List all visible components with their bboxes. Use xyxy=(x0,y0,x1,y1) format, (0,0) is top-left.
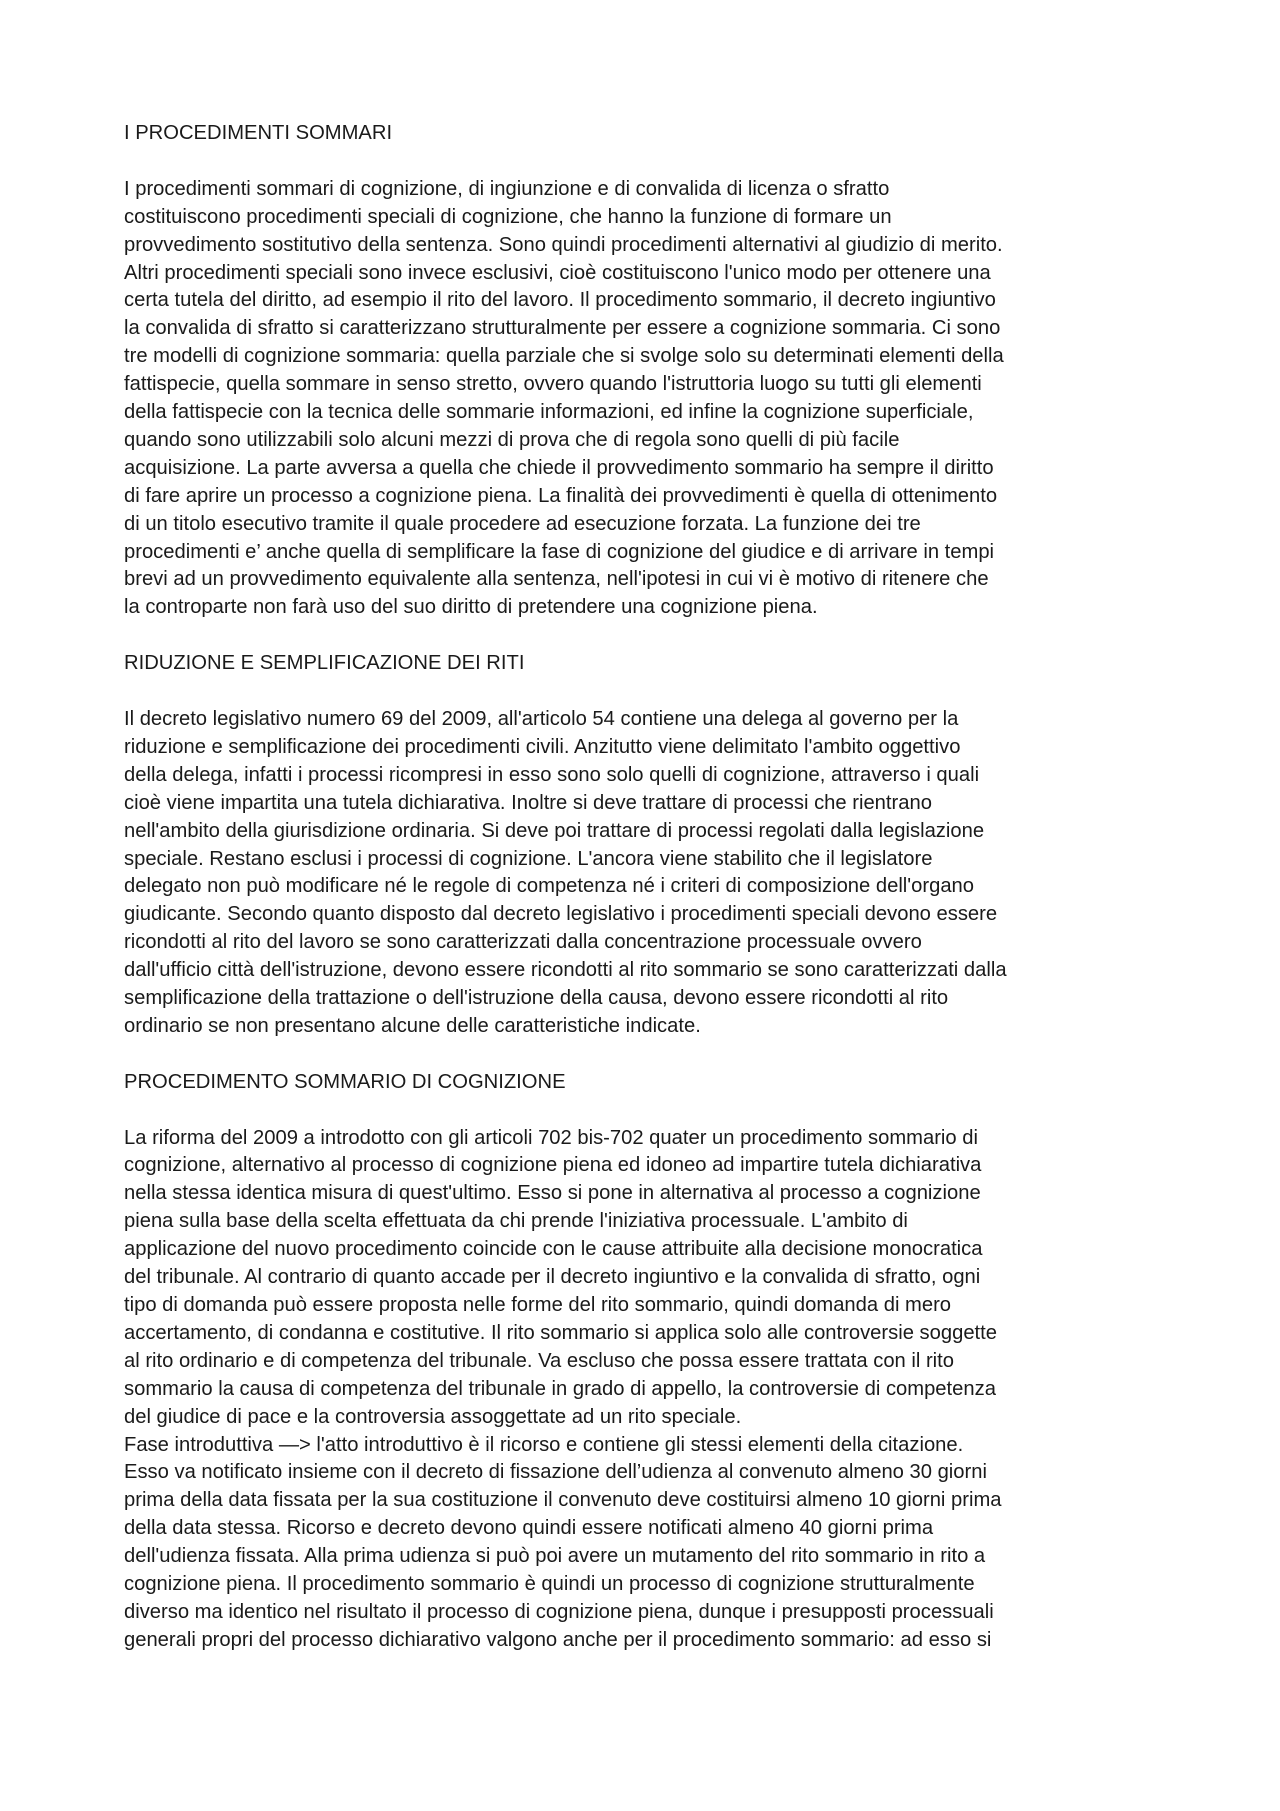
text-line: semplificazione della trattazione o dell'istruzione della causa, devono essere ricondotti al rito xyxy=(124,987,949,1010)
text-line: del giudice di pace e la controversia assoggettate ad un rito speciale. xyxy=(124,1405,742,1428)
text-line: della data stessa. Ricorso e decreto devono quindi essere notificati almeno 40 giorni prima xyxy=(124,1517,934,1540)
text-line: certa tutela del diritto, ad esempio il rito del lavoro. Il procedimento sommario, il decreto ingiuntivo xyxy=(124,289,996,312)
text-line: costituiscono procedimenti speciali di cognizione, che hanno la funzione di formare un xyxy=(124,205,892,228)
text-line: applicazione del nuovo procedimento coincide con le cause attribuite alla decisione monocratica xyxy=(124,1238,983,1261)
text-line: Altri procedimenti speciali sono invece esclusivi, cioè costituiscono l'unico modo per ottenere una xyxy=(124,261,991,284)
text-line: giudicante. Secondo quanto disposto dal decreto legislativo i procedimenti speciali devono essere xyxy=(124,903,998,926)
text-line: prima della data fissata per la sua costituzione il convenuto deve costituirsi almeno 10 giorni prima xyxy=(124,1489,1002,1512)
text-line: La riforma del 2009 a introdotto con gli articoli 702 bis-702 quater un procedimento sommario di xyxy=(124,1126,978,1149)
text-line: diverso ma identico nel risultato il processo di cognizione piena, dunque i presupposti processuali xyxy=(124,1600,994,1623)
spacer xyxy=(124,678,1169,706)
text-line: quando sono utilizzabili solo alcuni mezzi di prova che di regola sono quelli di più facile xyxy=(124,428,900,451)
text-line: la controparte non farà uso del suo diritto di pretendere una cognizione piena. xyxy=(124,596,818,619)
text-line: procedimenti e’ anche quella di semplificare la fase di cognizione del giudice e di arrivare in tempi xyxy=(124,540,995,563)
text-line: del tribunale. Al contrario di quanto accade per il decreto ingiuntivo e la convalida di sfratto, ogni xyxy=(124,1266,981,1289)
text-line: dall'ufficio città dell'istruzione, devono essere ricondotti al rito sommario se sono caratterizzati dalla xyxy=(124,959,1007,982)
text-line: riduzione e semplificazione dei procedimenti civili. Anzitutto viene delimitato l'ambito oggettivo xyxy=(124,735,961,758)
document-page xyxy=(124,120,1169,1655)
text-line: nell'ambito della giurisdizione ordinaria. Si deve poi trattare di processi regolati dalla legislazione xyxy=(124,819,985,842)
text-line: al rito ordinario e di competenza del tribunale. Va escluso che possa essere trattata con il rito xyxy=(124,1349,955,1372)
text-line: ordinario se non presentano alcune delle caratteristiche indicate. xyxy=(124,1014,701,1037)
text-line: acquisizione. La parte avversa a quella che chiede il provvedimento sommario ha sempre il diritto xyxy=(124,456,994,479)
text-line: tre modelli di cognizione sommaria: quella parziale che si svolge solo su determinati elementi della xyxy=(124,345,1004,368)
text-line: dell'udienza fissata. Alla prima udienza si può poi avere un mutamento del rito sommario in rito a xyxy=(124,1545,986,1568)
text-line: di un titolo esecutivo tramite il quale procedere ad esecuzione forzata. La funzione dei tre xyxy=(124,512,921,535)
text-line: della delega, infatti i processi ricompresi in esso sono solo quelli di cognizione, attraverso i quali xyxy=(124,763,980,786)
section-heading-riduzione-riti: RIDUZIONE E SEMPLIFICAZIONE DEI RITI xyxy=(124,652,525,675)
text-line: sommario la causa di competenza del tribunale in grado di appello, la controversie di competenza xyxy=(124,1377,996,1400)
text-line: tipo di domanda può essere proposta nelle forme del rito sommario, quindi domanda di mero xyxy=(124,1293,952,1316)
spacer xyxy=(124,148,1169,176)
text-line: cognizione piena. Il procedimento sommario è quindi un processo di cognizione strutturalmente xyxy=(124,1573,975,1596)
spacer xyxy=(124,1041,1169,1069)
text-line: nella stessa identica misura di quest'ultimo. Esso si pone in alternativa al processo a cognizione xyxy=(124,1182,981,1205)
text-line: brevi ad un provvedimento equivalente alla sentenza, nell'ipotesi in cui vi è motivo di ritenere che xyxy=(124,568,989,591)
spacer xyxy=(124,622,1169,650)
section-paragraph xyxy=(124,176,1169,623)
text-line: fattispecie, quella sommare in senso stretto, ovvero quando l'istruttoria luogo su tutti gli elementi xyxy=(124,373,982,396)
section-heading-procedimento-sommario: PROCEDIMENTO SOMMARIO DI COGNIZIONE xyxy=(124,1070,566,1093)
section-heading-procedimenti-sommari: I PROCEDIMENTI SOMMARI xyxy=(124,122,393,144)
text-line: della fattispecie con la tecnica delle sommarie informazioni, ed infine la cognizione superficiale, xyxy=(124,401,974,424)
text-line: I procedimenti sommari di cognizione, di ingiunzione e di convalida di licenza o sfratto xyxy=(124,177,890,200)
text-line: cioè viene impartita una tutela dichiarativa. Inoltre si deve trattare di processi che rientrano xyxy=(124,791,932,814)
text-line: delegato non può modificare né le regole di competenza né i criteri di composizione dell'organo xyxy=(124,875,975,898)
text-line: di fare aprire un processo a cognizione piena. La finalità dei provvedimenti è quella di ottenimento xyxy=(124,484,998,507)
text-line: provvedimento sostitutivo della sentenza. Sono quindi procedimenti alternativi al giudizio di merito. xyxy=(124,233,1003,256)
text-line: ricondotti al rito del lavoro se sono caratterizzati dalla concentrazione processuale ovvero xyxy=(124,931,922,954)
text-line: speciale. Restano esclusi i processi di cognizione. L'ancora viene stabilito che il legislatore xyxy=(124,847,933,870)
section-paragraph xyxy=(124,1125,1169,1655)
text-line: Il decreto legislativo numero 69 del 2009, all'articolo 54 contiene una delega al governo per la xyxy=(124,707,959,730)
section-paragraph xyxy=(124,706,1169,1041)
text-line: generali propri del processo dichiarativo valgono anche per il procedimento sommario: ad esso si xyxy=(124,1628,992,1651)
text-line: piena sulla base della scelta effettuata da chi prende l'iniziativa processuale. L'ambito di xyxy=(124,1210,908,1233)
text-line: accertamento, di condanna e costitutive. Il rito sommario si applica solo alle controversie soggette xyxy=(124,1321,997,1344)
text-line: cognizione, alternativo al processo di cognizione piena ed idoneo ad impartire tutela dichiarativa xyxy=(124,1154,982,1177)
text-line: Fase introduttiva —> l'atto introduttivo è il ricorso e contiene gli stessi elementi della citazione. xyxy=(124,1433,964,1456)
text-line: Esso va notificato insieme con il decreto di fissazione dell’udienza al convenuto almeno 30 giorni xyxy=(124,1461,987,1484)
spacer xyxy=(124,1097,1169,1125)
text-line: la convalida di sfratto si caratterizzano strutturalmente per essere a cognizione sommaria. Ci sono xyxy=(124,317,1001,340)
